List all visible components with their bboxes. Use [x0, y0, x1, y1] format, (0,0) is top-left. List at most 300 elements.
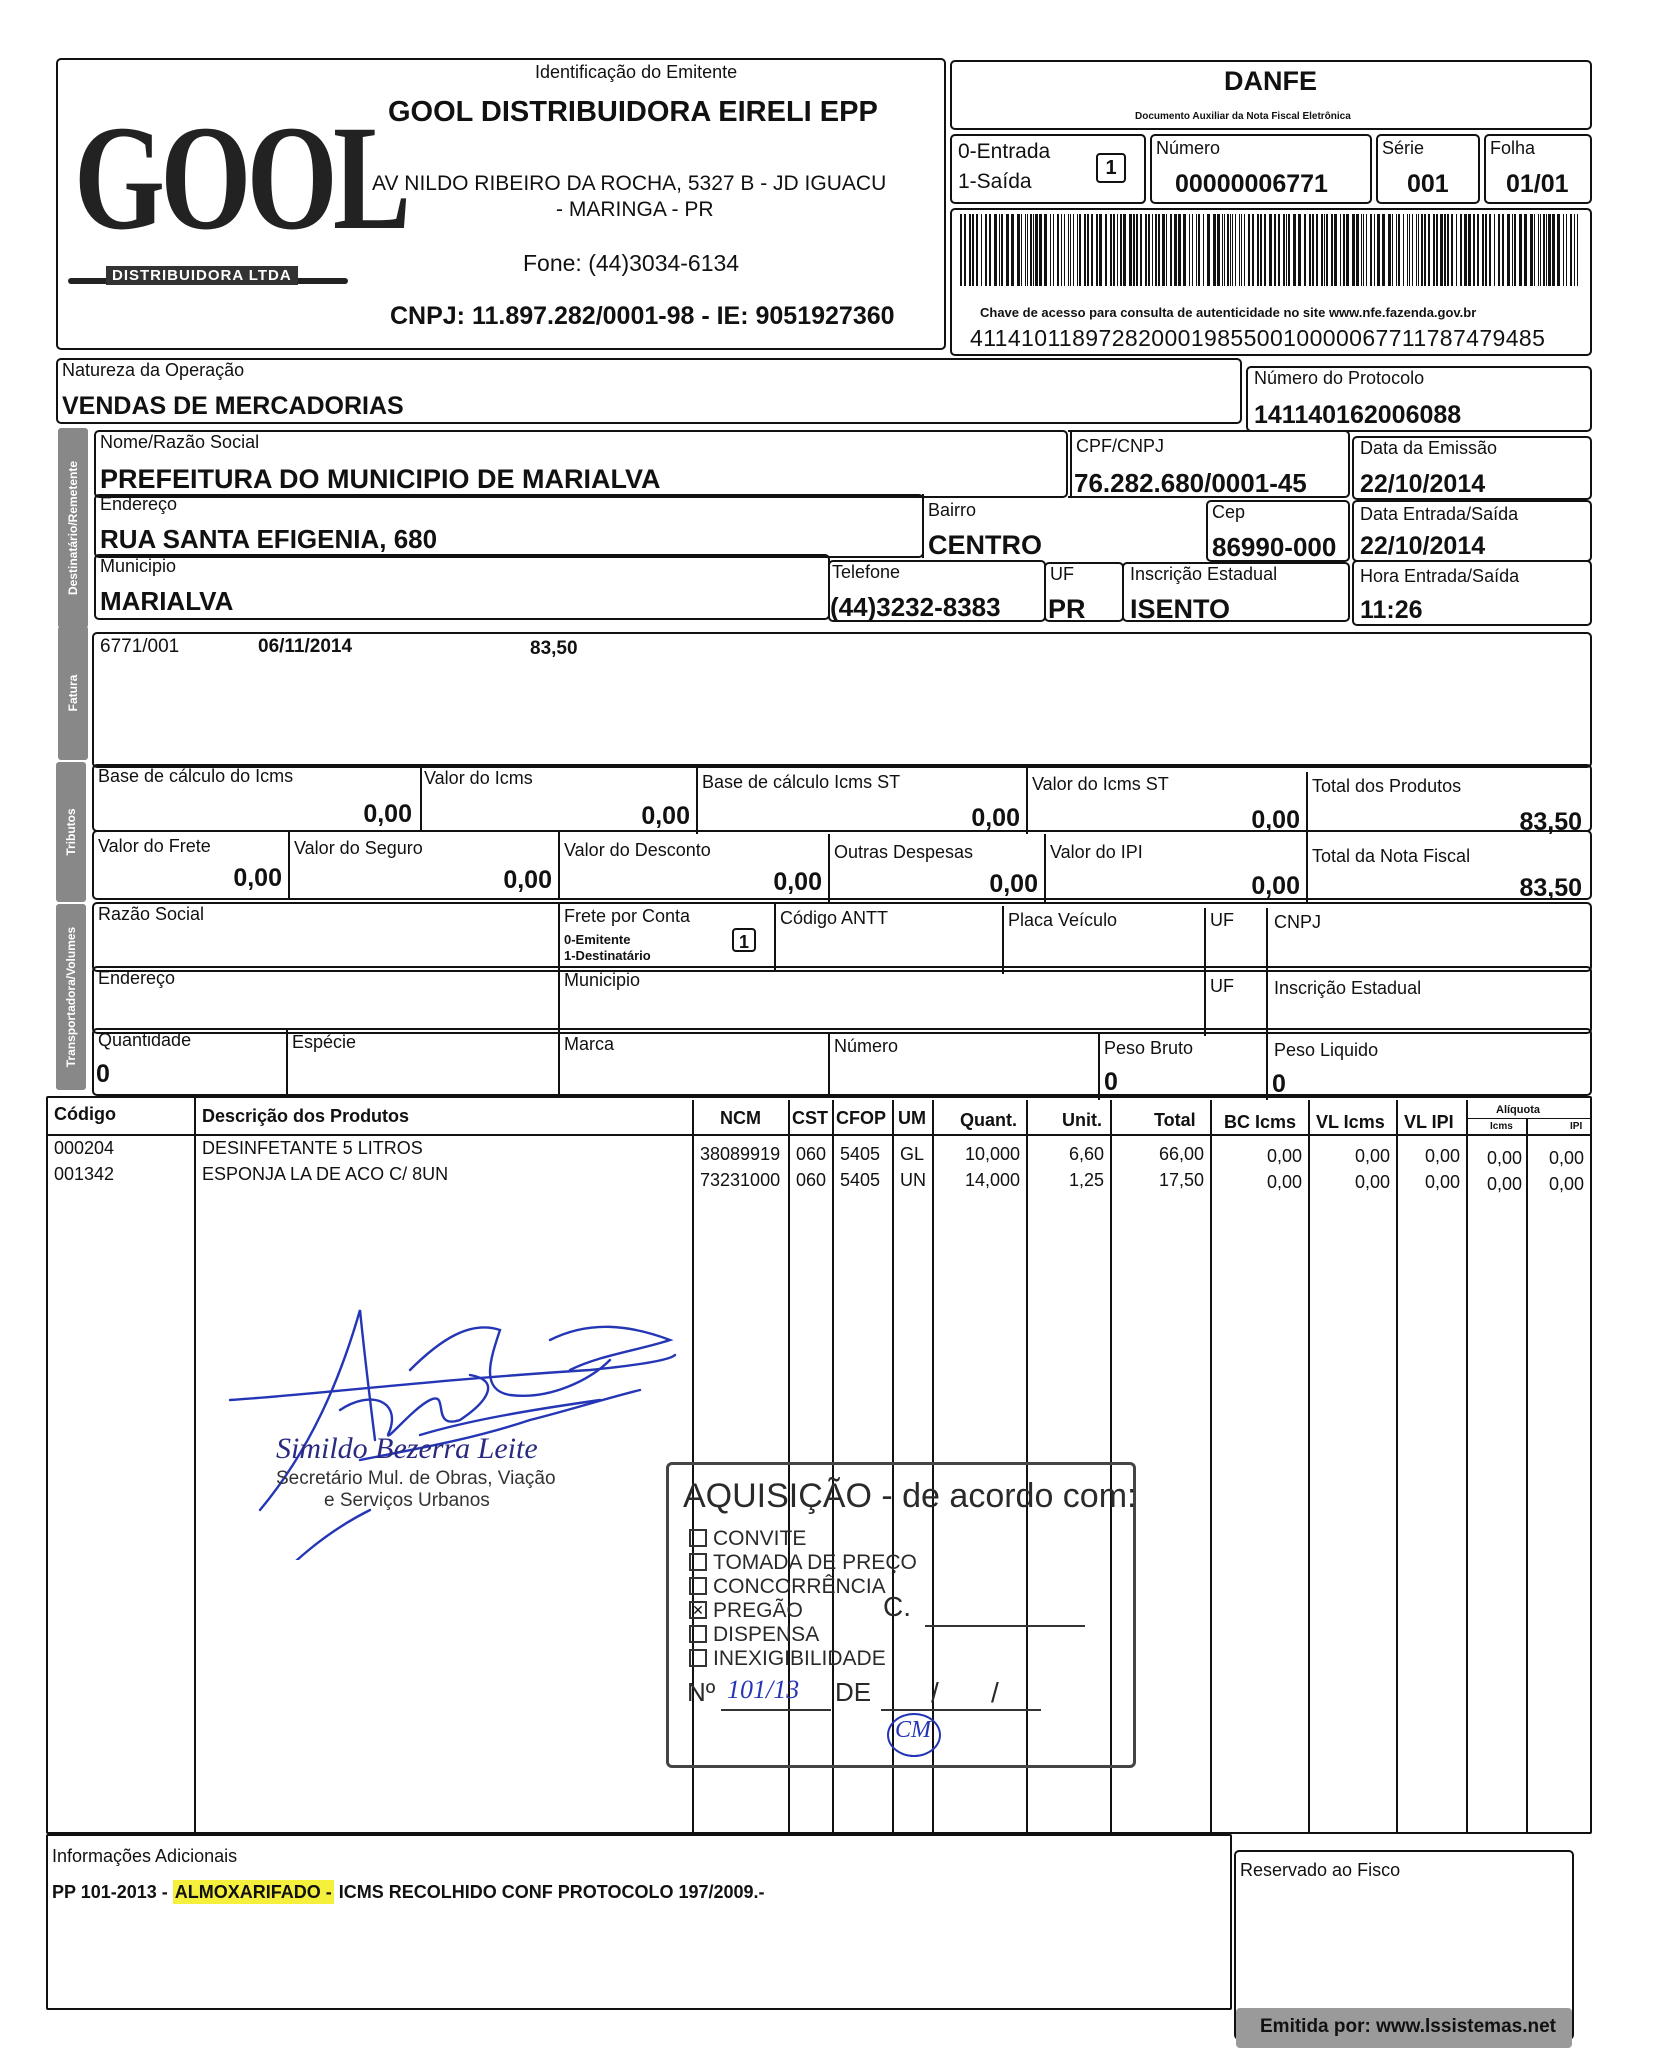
barcode-bar	[1068, 214, 1069, 286]
barcode-bar	[1489, 214, 1491, 286]
row-aliq-icms: 0,00	[1486, 1148, 1522, 1168]
barcode-bar	[1433, 214, 1435, 286]
barcode-bar	[1061, 214, 1062, 286]
signature-role1: Secretário Mul. de Obras, Viação	[276, 1468, 556, 1489]
info-label: Informações Adicionais	[52, 1846, 238, 1866]
barcode-bar	[1162, 214, 1165, 286]
transp-quantidade-label: Quantidade	[98, 1030, 192, 1050]
chave-value: 41141011897282000198550010000067711787479485	[970, 325, 1546, 351]
outras-value: 0,00	[989, 870, 1038, 898]
dest-ie-value: ISENTO	[1130, 594, 1231, 624]
transp-peso-bruto-value: 0	[1104, 1068, 1118, 1096]
th-um: UM	[898, 1108, 926, 1128]
dest-bairro-value: CENTRO	[928, 530, 1042, 560]
barcode-bar	[1424, 214, 1426, 286]
stamp-c-line	[925, 1625, 1085, 1627]
row-total: 17,50	[1158, 1170, 1204, 1190]
barcode-bar	[1248, 214, 1250, 286]
dest-bairro-label: Bairro	[928, 500, 977, 520]
col-divider	[1466, 1100, 1468, 1834]
barcode-bar	[1145, 214, 1147, 286]
barcode-bar	[1070, 214, 1071, 286]
row-ncm: 73231000	[700, 1170, 781, 1190]
barcode-bar	[1091, 214, 1093, 286]
divider	[828, 1032, 830, 1098]
barcode-bar	[999, 214, 1000, 286]
dest-hora-label: Hora Entrada/Saída	[1360, 566, 1520, 586]
stamp-date-slash1: /	[931, 1677, 939, 1708]
transp-antt-label: Código ANTT	[780, 908, 889, 928]
barcode-bar	[1044, 214, 1047, 286]
barcode-bar	[1030, 214, 1032, 286]
protocolo-label: Número do Protocolo	[1254, 368, 1425, 388]
stamp-numero-line	[721, 1709, 831, 1711]
row-descricao: ESPONJA LA DE ACO C/ 8UN	[202, 1164, 449, 1184]
total-nota-value: 83,50	[1519, 874, 1582, 902]
th-aliquota: Alíquota	[1496, 1104, 1540, 1116]
barcode-bar	[1298, 214, 1301, 286]
transp-placa-label: Placa Veículo	[1008, 910, 1118, 930]
barcode-bar	[1363, 214, 1364, 286]
stamp-date-slash2: /	[991, 1677, 999, 1708]
bc-icms-value: 0,00	[363, 800, 412, 828]
barcode-bar	[1189, 214, 1190, 286]
stamp-checkbox-concorrencia	[689, 1577, 707, 1595]
barcode-bar	[1543, 214, 1545, 286]
th-vl-ipi: VL IPI	[1404, 1112, 1454, 1132]
th-quant: Quant.	[960, 1110, 1017, 1130]
barcode-bar	[1230, 214, 1231, 286]
dest-telefone-label: Telefone	[832, 562, 901, 582]
barcode-bar	[1192, 214, 1193, 286]
barcode-bar	[1239, 214, 1240, 286]
barcode-bar	[1064, 214, 1065, 286]
frete-value: 0,00	[233, 864, 282, 892]
fatura-numero: 6771/001	[100, 636, 180, 657]
row-cfop: 5405	[840, 1144, 881, 1164]
transp-marca-label: Marca	[564, 1034, 615, 1054]
barcode	[958, 214, 1584, 286]
row-cst: 060	[796, 1144, 827, 1164]
row-um: UN	[900, 1170, 926, 1190]
barcode-bar	[1563, 214, 1564, 286]
company-phone: Fone: (44)3034-6134	[523, 250, 740, 276]
row-unit: 6,60	[1068, 1144, 1104, 1164]
stamp-checkbox-convite	[689, 1529, 707, 1547]
barcode-bar	[1412, 214, 1413, 286]
barcode-bar	[1039, 214, 1042, 286]
signature-role2: e Serviços Urbanos	[324, 1490, 490, 1511]
barcode-bar	[1331, 214, 1333, 286]
divider	[288, 830, 290, 898]
barcode-bar	[985, 214, 987, 286]
col-divider	[1308, 1100, 1310, 1834]
row-aliq-ipi: 0,00	[1548, 1174, 1584, 1194]
dest-municipio-value: MARIALVA	[100, 586, 234, 616]
barcode-bar	[1035, 214, 1038, 286]
barcode-bar	[1473, 214, 1475, 286]
barcode-bar	[1017, 214, 1020, 286]
barcode-bar	[1196, 214, 1197, 286]
transp-frete-opt0: 0-Emitente	[564, 932, 631, 947]
row-ncm: 38089919	[700, 1144, 781, 1164]
barcode-bar	[1396, 214, 1397, 286]
transp-endereco-label: Endereço	[98, 968, 176, 988]
barcode-bar	[1278, 214, 1280, 286]
barcode-bar	[1198, 214, 1200, 286]
barcode-bar	[1155, 214, 1157, 286]
barcode-bar	[1152, 214, 1153, 286]
transp-municipio-label: Municipio	[564, 970, 641, 990]
tipo-value: 1	[1096, 153, 1126, 183]
signature-name: Simildo Bezerra Leite	[276, 1432, 538, 1465]
dest-nome-label: Nome/Razão Social	[100, 432, 260, 452]
dest-cnpj-value: 76.282.680/0001-45	[1074, 468, 1307, 498]
desconto-value: 0,00	[773, 868, 822, 896]
row-bc-icms: 0,00	[1266, 1146, 1302, 1166]
numero-label: Número	[1156, 138, 1221, 158]
barcode-bar	[1482, 214, 1484, 286]
barcode-bar	[994, 214, 997, 286]
stamp-de-label: DE	[835, 1677, 872, 1707]
bc-st-label: Base de cálculo Icms ST	[702, 772, 901, 792]
barcode-bar	[1548, 214, 1551, 286]
row-cst: 060	[796, 1170, 827, 1190]
barcode-bar	[1460, 214, 1462, 286]
th-bc-icms: BC Icms	[1224, 1112, 1297, 1132]
row-aliq-ipi: 0,00	[1548, 1148, 1584, 1168]
barcode-bar	[1370, 214, 1372, 286]
th-descricao: Descrição dos Produtos	[202, 1106, 410, 1126]
stamp-checkbox-pregao: ✕	[689, 1601, 707, 1619]
dest-uf-value: PR	[1048, 594, 1086, 624]
barcode-bar	[1227, 214, 1229, 286]
barcode-bar	[1498, 214, 1500, 286]
company-address-line1: AV NILDO RIBEIRO DA ROCHA, 5327 B - JD IGUACU	[372, 172, 887, 195]
aquisicao-stamp	[666, 1462, 1136, 1768]
th-cst: CST	[792, 1108, 828, 1128]
natureza-value: VENDAS DE MERCADORIAS	[62, 392, 404, 420]
fatura-valor: 83,50	[530, 638, 578, 659]
stamp-numero-label: Nº	[687, 1677, 716, 1707]
barcode-bar	[1324, 214, 1325, 286]
transp-peso-bruto-label: Peso Bruto	[1104, 1038, 1194, 1058]
divider	[1204, 970, 1206, 1036]
barcode-bar	[1343, 214, 1345, 286]
barcode-bar	[1274, 214, 1276, 286]
barcode-bar	[1346, 214, 1349, 286]
logo-subtext: DISTRIBUIDORA LTDA	[106, 266, 298, 285]
row-vl-ipi: 0,00	[1424, 1146, 1460, 1166]
th-codigo: Código	[54, 1104, 116, 1124]
barcode-bar	[1129, 214, 1132, 286]
barcode-bar	[1403, 214, 1404, 286]
transportadora-side-label: Transportadora/Volumes	[64, 926, 78, 1068]
info-text-before: PP 101-2013 -	[52, 1882, 168, 1902]
icms-st-label: Valor do Icms ST	[1032, 774, 1169, 794]
barcode-bar	[1001, 214, 1003, 286]
icms-label: Valor do Icms	[424, 768, 533, 788]
fisco-label: Reservado ao Fisco	[1240, 1860, 1401, 1880]
divider	[1266, 1034, 1268, 1100]
barcode-bar	[1203, 214, 1204, 286]
barcode-bar	[1174, 214, 1177, 286]
row-descricao: DESINFETANTE 5 LITROS	[202, 1138, 423, 1158]
barcode-bar	[1269, 214, 1272, 286]
th-cfop: CFOP	[836, 1108, 887, 1128]
divider	[1266, 970, 1268, 1036]
barcode-bar	[1252, 214, 1254, 286]
barcode-bar	[1570, 214, 1572, 286]
barcode-bar	[1377, 214, 1380, 286]
fatura-side-tab	[58, 626, 88, 760]
barcode-bar	[1421, 214, 1423, 286]
barcode-bar	[1538, 214, 1539, 286]
dest-cnpj-label: CPF/CNPJ	[1076, 436, 1165, 456]
th-total: Total	[1154, 1110, 1196, 1130]
total-produtos-value: 83,50	[1519, 808, 1582, 836]
transp-especie-label: Espécie	[292, 1032, 357, 1052]
divider	[420, 764, 422, 832]
stamp-option-concorrencia: CONCORRÊNCIA	[713, 1575, 886, 1598]
divider	[774, 904, 776, 972]
company-address-line2: - MARINGA - PR	[556, 198, 714, 221]
icms-value: 0,00	[641, 802, 690, 830]
row-vl-icms: 0,00	[1354, 1146, 1390, 1166]
barcode-bar	[1447, 214, 1449, 286]
produtos-header-line	[46, 1134, 1592, 1136]
barcode-bar	[1334, 214, 1337, 286]
barcode-bar	[1235, 214, 1236, 286]
stamp-checkbox-inexigibilidade	[689, 1649, 707, 1667]
stamp-numero-value: 101/13	[727, 1675, 800, 1704]
barcode-bar	[1574, 214, 1575, 286]
barcode-bar	[1540, 214, 1541, 286]
ipi-value: 0,00	[1251, 872, 1300, 900]
dest-municipio-label: Municipio	[100, 556, 177, 576]
barcode-bar	[1260, 214, 1262, 286]
barcode-bar	[1321, 214, 1323, 286]
th-aliq-ipi: IPI	[1570, 1121, 1583, 1132]
barcode-bar	[1530, 214, 1533, 286]
barcode-bar	[1288, 214, 1290, 286]
barcode-bar	[1309, 214, 1311, 286]
transportadora-side-tab	[56, 904, 86, 1090]
divider	[558, 966, 560, 1032]
barcode-bar	[1283, 214, 1285, 286]
ipi-label: Valor do IPI	[1050, 842, 1143, 862]
frete-label: Valor do Frete	[98, 836, 211, 856]
barcode-bar	[1170, 214, 1172, 286]
dest-cep-value: 86990-000	[1212, 532, 1337, 562]
bc-icms-label: Base de cálculo do Icms	[98, 766, 294, 786]
dest-entrada-saida-label: Data Entrada/Saída	[1360, 504, 1519, 524]
dest-emissao-label: Data da Emissão	[1360, 438, 1498, 458]
barcode-bar	[1158, 214, 1160, 286]
divider	[828, 834, 830, 902]
barcode-bar	[1286, 214, 1287, 286]
barcode-bar	[1382, 214, 1385, 286]
company-cnpj-ie: CNPJ: 11.897.282/0001-98 - IE: 9051927360	[390, 302, 895, 330]
barcode-bar	[1464, 214, 1467, 286]
th-aliq-icms: Icms	[1490, 1121, 1513, 1132]
transp-quantidade-value: 0	[96, 1060, 110, 1088]
transp-razao-label: Razão Social	[98, 904, 205, 924]
transp-frete-value: 1	[732, 928, 756, 952]
barcode-bar	[1477, 214, 1479, 286]
row-codigo: 000204	[54, 1138, 115, 1158]
transp-numero-label: Número	[834, 1036, 899, 1056]
barcode-bar	[1418, 214, 1419, 286]
barcode-bar	[1021, 214, 1022, 286]
transp-uf2-label: UF	[1210, 976, 1234, 996]
barcode-bar	[1356, 214, 1359, 286]
folha-label: Folha	[1490, 138, 1536, 158]
divider	[1044, 834, 1046, 902]
barcode-bar	[1113, 214, 1115, 286]
barcode-bar	[1398, 214, 1400, 286]
transp-row2-box	[92, 966, 1592, 1034]
desconto-label: Valor do Desconto	[564, 840, 711, 860]
transp-frete-opt1: 1-Destinatário	[564, 948, 651, 963]
aliquota-sub-line	[1466, 1118, 1592, 1119]
fatura-vencimento: 06/11/2014	[258, 636, 353, 657]
barcode-bar	[1117, 214, 1118, 286]
divider	[558, 832, 560, 900]
barcode-bar	[1123, 214, 1126, 286]
barcode-bar	[1073, 214, 1074, 286]
dest-endereco-label: Endereço	[100, 494, 178, 514]
barcode-bar	[1207, 214, 1210, 286]
barcode-bar	[1416, 214, 1417, 286]
barcode-bar	[1079, 214, 1081, 286]
total-nota-label: Total da Nota Fiscal	[1312, 846, 1471, 866]
barcode-bar	[1183, 214, 1186, 286]
barcode-bar	[1084, 214, 1086, 286]
col-divider	[1396, 1100, 1398, 1834]
barcode-bar	[1352, 214, 1355, 286]
divider	[558, 1030, 560, 1096]
barcode-bar	[1316, 214, 1318, 286]
row-total: 66,00	[1158, 1144, 1204, 1164]
seguro-label: Valor do Seguro	[294, 838, 423, 858]
entrada-label: 0-Entrada	[958, 140, 1051, 163]
barcode-bar	[1304, 214, 1306, 286]
barcode-bar	[1407, 214, 1408, 286]
row-bc-icms: 0,00	[1266, 1172, 1302, 1192]
barcode-bar	[1217, 214, 1220, 286]
barcode-bar	[1340, 214, 1341, 286]
col-divider	[1526, 1118, 1528, 1834]
divider	[1098, 1034, 1100, 1100]
transp-uf-label: UF	[1210, 910, 1234, 930]
serie-label: Série	[1382, 138, 1425, 158]
row-um: GL	[900, 1144, 925, 1164]
fatura-side-label: Fatura	[66, 674, 80, 712]
barcode-bar	[1213, 214, 1216, 286]
barcode-bar	[1557, 214, 1560, 286]
barcode-bar	[1222, 214, 1223, 286]
barcode-bar	[1027, 214, 1028, 286]
barcode-bar	[1392, 214, 1393, 286]
barcode-bar	[1136, 214, 1138, 286]
logo-text: GOOL	[74, 95, 407, 261]
barcode-bar	[1166, 214, 1167, 286]
barcode-bar	[1110, 214, 1112, 286]
row-vl-icms: 0,00	[1354, 1172, 1390, 1192]
serie-value: 001	[1407, 170, 1449, 198]
stamp-option-pregao: PREGÃO	[713, 1599, 803, 1622]
barcode-bar	[1105, 214, 1107, 286]
stamp-option-dispensa: DISPENSA	[713, 1623, 820, 1646]
barcode-bar	[1502, 214, 1504, 286]
barcode-bar	[1087, 214, 1089, 286]
barcode-bar	[1057, 214, 1059, 286]
barcode-bar	[1264, 214, 1266, 286]
divider	[1306, 836, 1308, 904]
transp-peso-liquido-value: 0	[1272, 1070, 1286, 1098]
barcode-bar	[960, 214, 962, 286]
barcode-bar	[1428, 214, 1430, 286]
barcode-bar	[1374, 214, 1375, 286]
info-highlight: ALMOXARIFADO -	[174, 1882, 332, 1902]
th-ncm: NCM	[720, 1108, 761, 1128]
stamp-date-line	[881, 1709, 1041, 1711]
danfe-title: DANFE	[1224, 66, 1317, 96]
barcode-bar	[976, 214, 978, 286]
barcode-bar	[1577, 214, 1578, 286]
stamp-option-tomada: TOMADA DE PREÇO	[713, 1551, 917, 1574]
stamp-c-label: C.	[883, 1591, 911, 1622]
barcode-bar	[989, 214, 991, 286]
barcode-bar	[1148, 214, 1150, 286]
dest-nome-value: PREFEITURA DO MUNICIPIO DE MARIALVA	[100, 464, 661, 494]
barcode-bar	[972, 214, 974, 286]
dest-endereco-value: RUA SANTA EFIGENIA, 680	[100, 524, 438, 554]
divider	[1306, 772, 1308, 838]
barcode-bar	[1494, 214, 1495, 286]
dest-ie-label: Inscrição Estadual	[1130, 564, 1278, 584]
barcode-bar	[1485, 214, 1487, 286]
company-logo	[68, 92, 407, 302]
barcode-bar	[1440, 214, 1443, 286]
barcode-bar	[1006, 214, 1009, 286]
outras-label: Outras Despesas	[834, 842, 974, 862]
stamp-title: AQUISIÇÃO - de acordo com:	[683, 1477, 1137, 1515]
barcode-bar	[1366, 214, 1367, 286]
transp-frete-conta-label: Frete por Conta	[564, 906, 691, 926]
row-codigo: 001342	[54, 1164, 115, 1184]
protocolo-value: 141140162006088	[1254, 401, 1462, 429]
divider	[922, 494, 924, 558]
numero-value: 00000006771	[1175, 170, 1328, 198]
transp-ie-label: Inscrição Estadual	[1274, 978, 1422, 998]
barcode-bar	[1451, 214, 1453, 286]
dest-uf-label: UF	[1050, 564, 1074, 584]
row-quant: 14,000	[964, 1170, 1020, 1190]
divider	[1002, 906, 1004, 974]
tributos-side-label: Tributos	[64, 808, 78, 856]
footer-emitida	[1236, 2008, 1572, 2048]
row-cfop: 5405	[840, 1170, 881, 1190]
row-unit: 1,25	[1068, 1170, 1104, 1190]
barcode-bar	[1077, 214, 1078, 286]
barcode-bar	[1257, 214, 1259, 286]
divider	[558, 904, 560, 972]
barcode-bar	[1409, 214, 1410, 286]
barcode-bar	[1546, 214, 1547, 286]
barcode-bar	[1524, 214, 1527, 286]
